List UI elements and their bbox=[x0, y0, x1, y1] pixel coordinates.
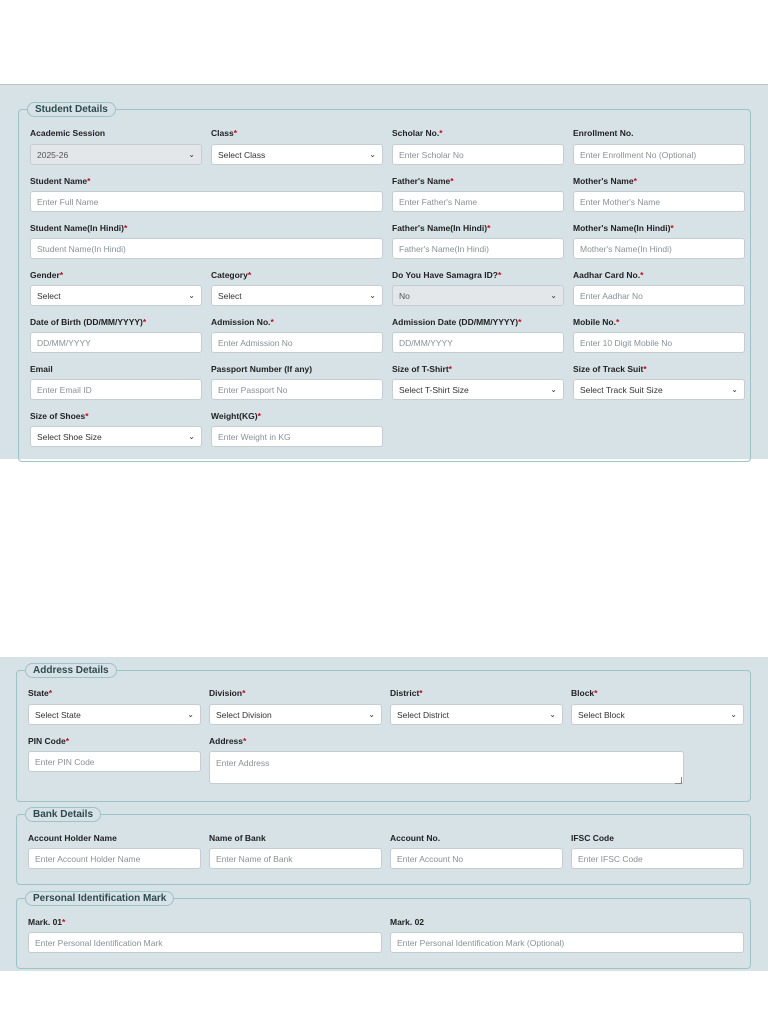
state-label: State* bbox=[28, 688, 53, 698]
chevron-down-icon: ⌄ bbox=[187, 710, 194, 719]
tracksuit-select[interactable]: Select Track Suit Size ⌄ bbox=[573, 379, 745, 400]
academic-session-select[interactable]: 2025-26 ⌄ bbox=[30, 144, 202, 165]
resize-grip-icon[interactable] bbox=[675, 777, 682, 784]
tshirt-select[interactable]: Select T-Shirt Size ⌄ bbox=[392, 379, 564, 400]
bank-details-section bbox=[16, 807, 751, 885]
tshirt-label: Size of T-Shirt* bbox=[392, 364, 452, 374]
address-label: Address* bbox=[209, 736, 247, 746]
email-input[interactable] bbox=[30, 379, 202, 400]
division-label: Division* bbox=[209, 688, 246, 698]
mother-name-hindi-label: Mother's Name(In Hindi)* bbox=[573, 223, 674, 233]
student-name-input[interactable] bbox=[30, 191, 383, 212]
account-no-label: Account No. bbox=[390, 833, 441, 843]
chevron-down-icon: ⌄ bbox=[188, 432, 195, 441]
mother-name-input[interactable] bbox=[573, 191, 745, 212]
mobile-label: Mobile No.* bbox=[573, 317, 620, 327]
pin-input[interactable] bbox=[28, 751, 201, 772]
dob-input[interactable] bbox=[30, 332, 202, 353]
passport-input[interactable] bbox=[211, 379, 383, 400]
aadhar-label: Aadhar Card No.* bbox=[573, 270, 644, 280]
enrollment-no-input[interactable] bbox=[573, 144, 745, 165]
shoes-select[interactable]: Select Shoe Size ⌄ bbox=[30, 426, 202, 447]
mother-name-label: Mother's Name* bbox=[573, 176, 637, 186]
address-details-legend: Address Details bbox=[25, 663, 117, 678]
gender-label: Gender* bbox=[30, 270, 64, 280]
category-label: Category* bbox=[211, 270, 252, 280]
chevron-down-icon: ⌄ bbox=[369, 150, 376, 159]
student-name-hindi-input[interactable] bbox=[30, 238, 383, 259]
father-name-label: Father's Name* bbox=[392, 176, 454, 186]
mother-name-hindi-input[interactable] bbox=[573, 238, 745, 259]
student-name-hindi-label: Student Name(In Hindi)* bbox=[30, 223, 128, 233]
father-name-input[interactable] bbox=[392, 191, 564, 212]
division-select[interactable]: Select Division ⌄ bbox=[209, 704, 382, 725]
address-bank-panel bbox=[0, 657, 768, 971]
class-label: Class* bbox=[211, 128, 237, 138]
scholar-no-label: Scholar No.* bbox=[392, 128, 443, 138]
weight-input[interactable] bbox=[211, 426, 383, 447]
block-select[interactable]: Select Block ⌄ bbox=[571, 704, 744, 725]
district-label: District* bbox=[390, 688, 423, 698]
academic-session-label: Academic Session bbox=[30, 128, 106, 138]
father-name-hindi-label: Father's Name(In Hindi)* bbox=[392, 223, 491, 233]
mark2-label: Mark. 02 bbox=[390, 917, 425, 927]
email-label: Email bbox=[30, 364, 53, 374]
mobile-input[interactable] bbox=[573, 332, 745, 353]
admission-date-label: Admission Date (DD/MM/YYYY)* bbox=[392, 317, 522, 327]
chevron-down-icon: ⌄ bbox=[369, 291, 376, 300]
scholar-no-input[interactable] bbox=[392, 144, 564, 165]
student-details-legend: Student Details bbox=[27, 102, 116, 117]
father-name-hindi-input[interactable] bbox=[392, 238, 564, 259]
address-textarea[interactable] bbox=[209, 751, 684, 784]
gender-select[interactable]: Select ⌄ bbox=[30, 285, 202, 306]
admission-no-label: Admission No.* bbox=[211, 317, 274, 327]
category-select[interactable]: Select ⌄ bbox=[211, 285, 383, 306]
student-name-label: Student Name* bbox=[30, 176, 91, 186]
chevron-down-icon: ⌄ bbox=[550, 385, 557, 394]
state-select[interactable]: Select State ⌄ bbox=[28, 704, 201, 725]
block-label: Block* bbox=[571, 688, 598, 698]
mark1-label: Mark. 01* bbox=[28, 917, 66, 927]
account-holder-label: Account Holder Name bbox=[28, 833, 117, 843]
chevron-down-icon: ⌄ bbox=[188, 150, 195, 159]
chevron-down-icon: ⌄ bbox=[549, 710, 556, 719]
samagra-label: Do You Have Samagra ID?* bbox=[392, 270, 502, 280]
chevron-down-icon: ⌄ bbox=[368, 710, 375, 719]
mark2-input[interactable] bbox=[390, 932, 744, 953]
identification-section bbox=[16, 891, 751, 969]
class-select[interactable]: Select Class ⌄ bbox=[211, 144, 383, 165]
mark1-input[interactable] bbox=[28, 932, 382, 953]
chevron-down-icon: ⌄ bbox=[730, 710, 737, 719]
shoes-label: Size of Shoes* bbox=[30, 411, 89, 421]
account-holder-input[interactable] bbox=[28, 848, 201, 869]
pin-label: PIN Code* bbox=[28, 736, 70, 746]
ifsc-input[interactable] bbox=[571, 848, 744, 869]
samagra-select[interactable]: No ⌄ bbox=[392, 285, 564, 306]
aadhar-input[interactable] bbox=[573, 285, 745, 306]
weight-label: Weight(KG)* bbox=[211, 411, 261, 421]
account-no-input[interactable] bbox=[390, 848, 563, 869]
identification-legend: Personal Identification Mark bbox=[25, 891, 174, 906]
ifsc-label: IFSC Code bbox=[571, 833, 614, 843]
admission-date-input[interactable] bbox=[392, 332, 564, 353]
student-details-panel bbox=[0, 84, 768, 459]
passport-label: Passport Number (If any) bbox=[211, 364, 313, 374]
bank-name-label: Name of Bank bbox=[209, 833, 266, 843]
chevron-down-icon: ⌄ bbox=[188, 291, 195, 300]
admission-no-input[interactable] bbox=[211, 332, 383, 353]
chevron-down-icon: ⌄ bbox=[550, 291, 557, 300]
dob-label: Date of Birth (DD/MM/YYYY)* bbox=[30, 317, 147, 327]
tracksuit-label: Size of Track Suit* bbox=[573, 364, 647, 374]
chevron-down-icon: ⌄ bbox=[731, 385, 738, 394]
bank-details-legend: Bank Details bbox=[25, 807, 101, 822]
district-select[interactable]: Select District ⌄ bbox=[390, 704, 563, 725]
bank-name-input[interactable] bbox=[209, 848, 382, 869]
enrollment-no-label: Enrollment No. bbox=[573, 128, 634, 138]
